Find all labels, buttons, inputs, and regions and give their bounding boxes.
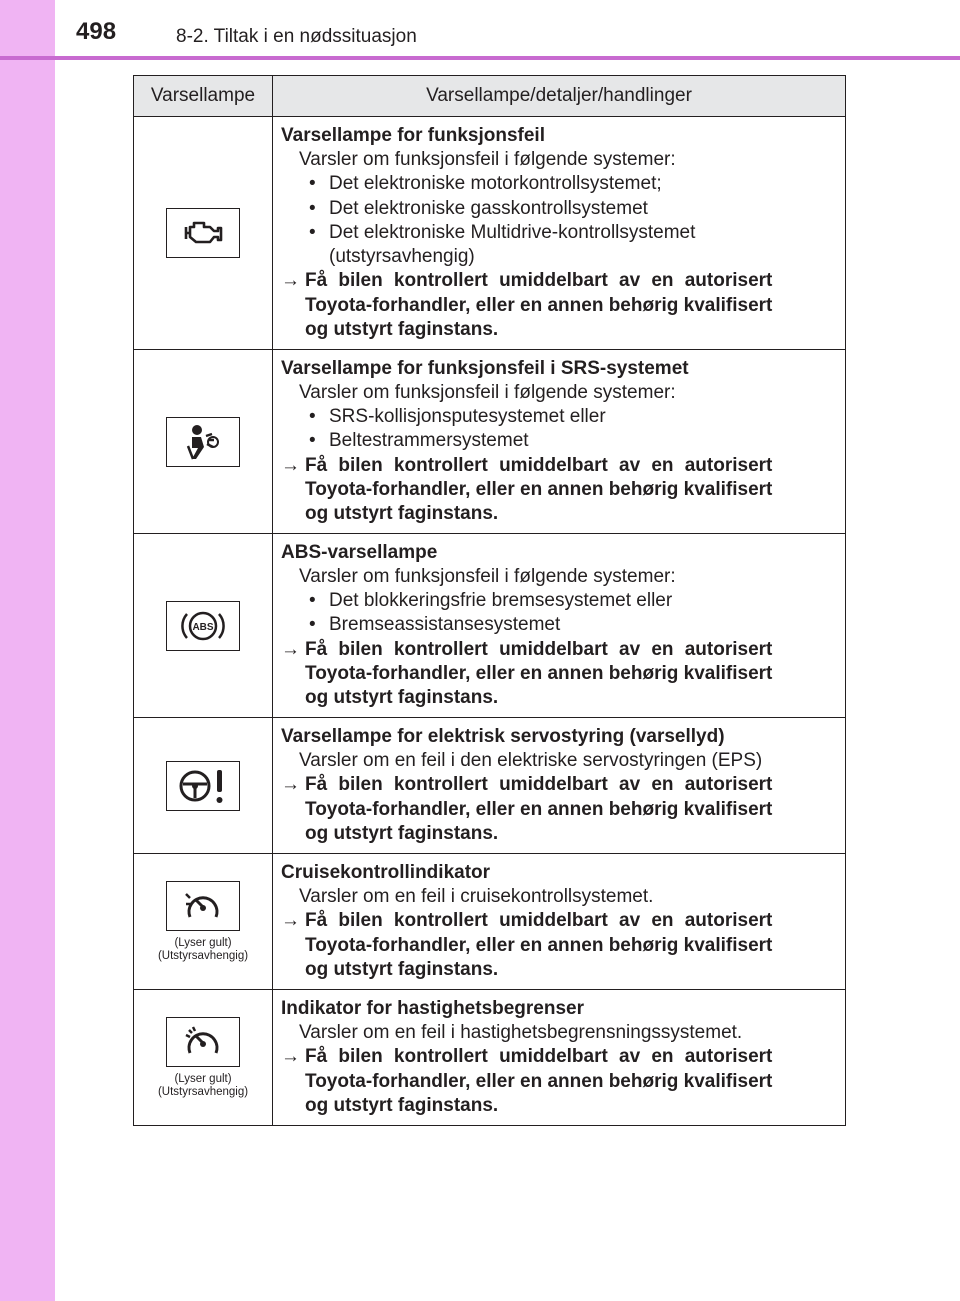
column-header-details: Varsellampe/detaljer/handlinger: [273, 76, 846, 117]
icon-cell: [134, 990, 273, 1126]
action-text: → Få bilen kontrollert umiddelbart av en autorisert Toyota-forhandler, eller en annen behørig kvalifisert og utstyrt faginstans.: [281, 454, 773, 524]
lamp-intro: Varsler om funksjonsfeil i følgende systemer:: [299, 149, 676, 171]
lamp-title: Varsellampe for elektrisk servostyring (varsellyd): [281, 725, 725, 747]
table-row: [134, 534, 846, 718]
icon-cell: [134, 350, 273, 534]
action-text: → Få bilen kontrollert umiddelbart av en autorisert Toyota-forhandler, eller en annen behørig kvalifisert og utstyrt faginstans.: [281, 1046, 773, 1116]
lamp-intro: Varsler om funksjonsfeil i følgende systemer:: [299, 565, 676, 587]
page-number: 498: [76, 18, 117, 45]
icon-cell: [134, 534, 273, 718]
action-text: → Få bilen kontrollert umiddelbart av en autorisert Toyota-forhandler, eller en annen behørig kvalifisert og utstyrt faginstans.: [281, 910, 773, 980]
column-header-lamp: Varsellampe: [134, 76, 273, 117]
section-title: 8-2. Tiltak i en nødssituasjon: [176, 26, 417, 47]
side-tab-bar: [0, 0, 55, 1301]
lamp-title: ABS-varsellampe: [281, 541, 438, 563]
lamp-title: Indikator for hastighetsbegrenser: [281, 997, 585, 1019]
list-item: • Beltestrammersystemet: [309, 430, 529, 452]
check-engine-icon: [166, 208, 240, 258]
lamp-title: Varsellampe for funksjonsfeil i SRS-systemet: [281, 357, 689, 379]
abs-icon: [166, 601, 240, 651]
table-row: [134, 990, 846, 1126]
table-row: [134, 718, 846, 854]
lamp-title: Varsellampe for funksjonsfeil: [281, 125, 545, 147]
details-cell: [273, 350, 846, 534]
details-cell: [273, 718, 846, 854]
cruise-control-icon: [166, 881, 240, 931]
list-item: • Det elektroniske Multidrive-kontrollsystemet: [309, 221, 696, 243]
abs-icon-label: ABS: [192, 621, 214, 633]
warning-lights-table: [133, 75, 846, 1126]
header-rule: [0, 56, 960, 60]
icon-cell: [134, 718, 273, 854]
action-text: → Få bilen kontrollert umiddelbart av en autorisert Toyota-forhandler, eller en annen behørig kvalifisert og utstyrt faginstans.: [281, 638, 773, 708]
table-row: [134, 117, 846, 350]
list-item: • SRS-kollisjonsputesystemet eller: [309, 406, 606, 428]
table-header-row: [134, 76, 846, 117]
action-text: → Få bilen kontrollert umiddelbart av en autorisert Toyota-forhandler, eller en annen behørig kvalifisert og utstyrt faginstans.: [281, 270, 773, 340]
lamp-intro: Varsler om funksjonsfeil i følgende systemer:: [299, 381, 676, 403]
list-item-continuation: (utstyrsavhengig): [329, 246, 475, 268]
note-light-color: (Lyser gult): [174, 1072, 232, 1085]
table-row: [134, 854, 846, 990]
list-item: • Det elektroniske gasskontrollsystemet: [309, 197, 648, 219]
details-cell: [273, 534, 846, 718]
details-cell: [273, 117, 846, 350]
power-steering-icon: [166, 761, 240, 811]
note-equipment: (Utstyrsavhengig): [157, 949, 249, 962]
lamp-intro: Varsler om en feil i hastighetsbegrensningssystemet.: [299, 1022, 743, 1044]
note-light-color: (Lyser gult): [174, 936, 232, 949]
srs-airbag-icon: [166, 417, 240, 467]
details-cell: [273, 854, 846, 990]
icon-cell: [134, 117, 273, 350]
icon-cell: [134, 854, 273, 990]
lamp-intro: Varsler om en feil i cruisekontrollsystemet.: [299, 886, 654, 908]
speed-limiter-icon: [166, 1017, 240, 1067]
lamp-title: Cruisekontrollindikator: [281, 861, 491, 883]
list-item: • Det elektroniske motorkontrollsystemet;: [309, 173, 662, 195]
note-equipment: (Utstyrsavhengig): [157, 1085, 249, 1098]
details-cell: [273, 990, 846, 1126]
action-text: → Få bilen kontrollert umiddelbart av en autorisert Toyota-forhandler, eller en annen behørig kvalifisert og utstyrt faginstans.: [281, 774, 773, 844]
lamp-intro: Varsler om en feil i den elektriske servostyringen (EPS): [299, 750, 763, 772]
list-item: • Bremseassistansesystemet: [309, 614, 561, 636]
table-row: [134, 350, 846, 534]
list-item: • Det blokkeringsfrie bremsesystemet eller: [309, 590, 673, 612]
